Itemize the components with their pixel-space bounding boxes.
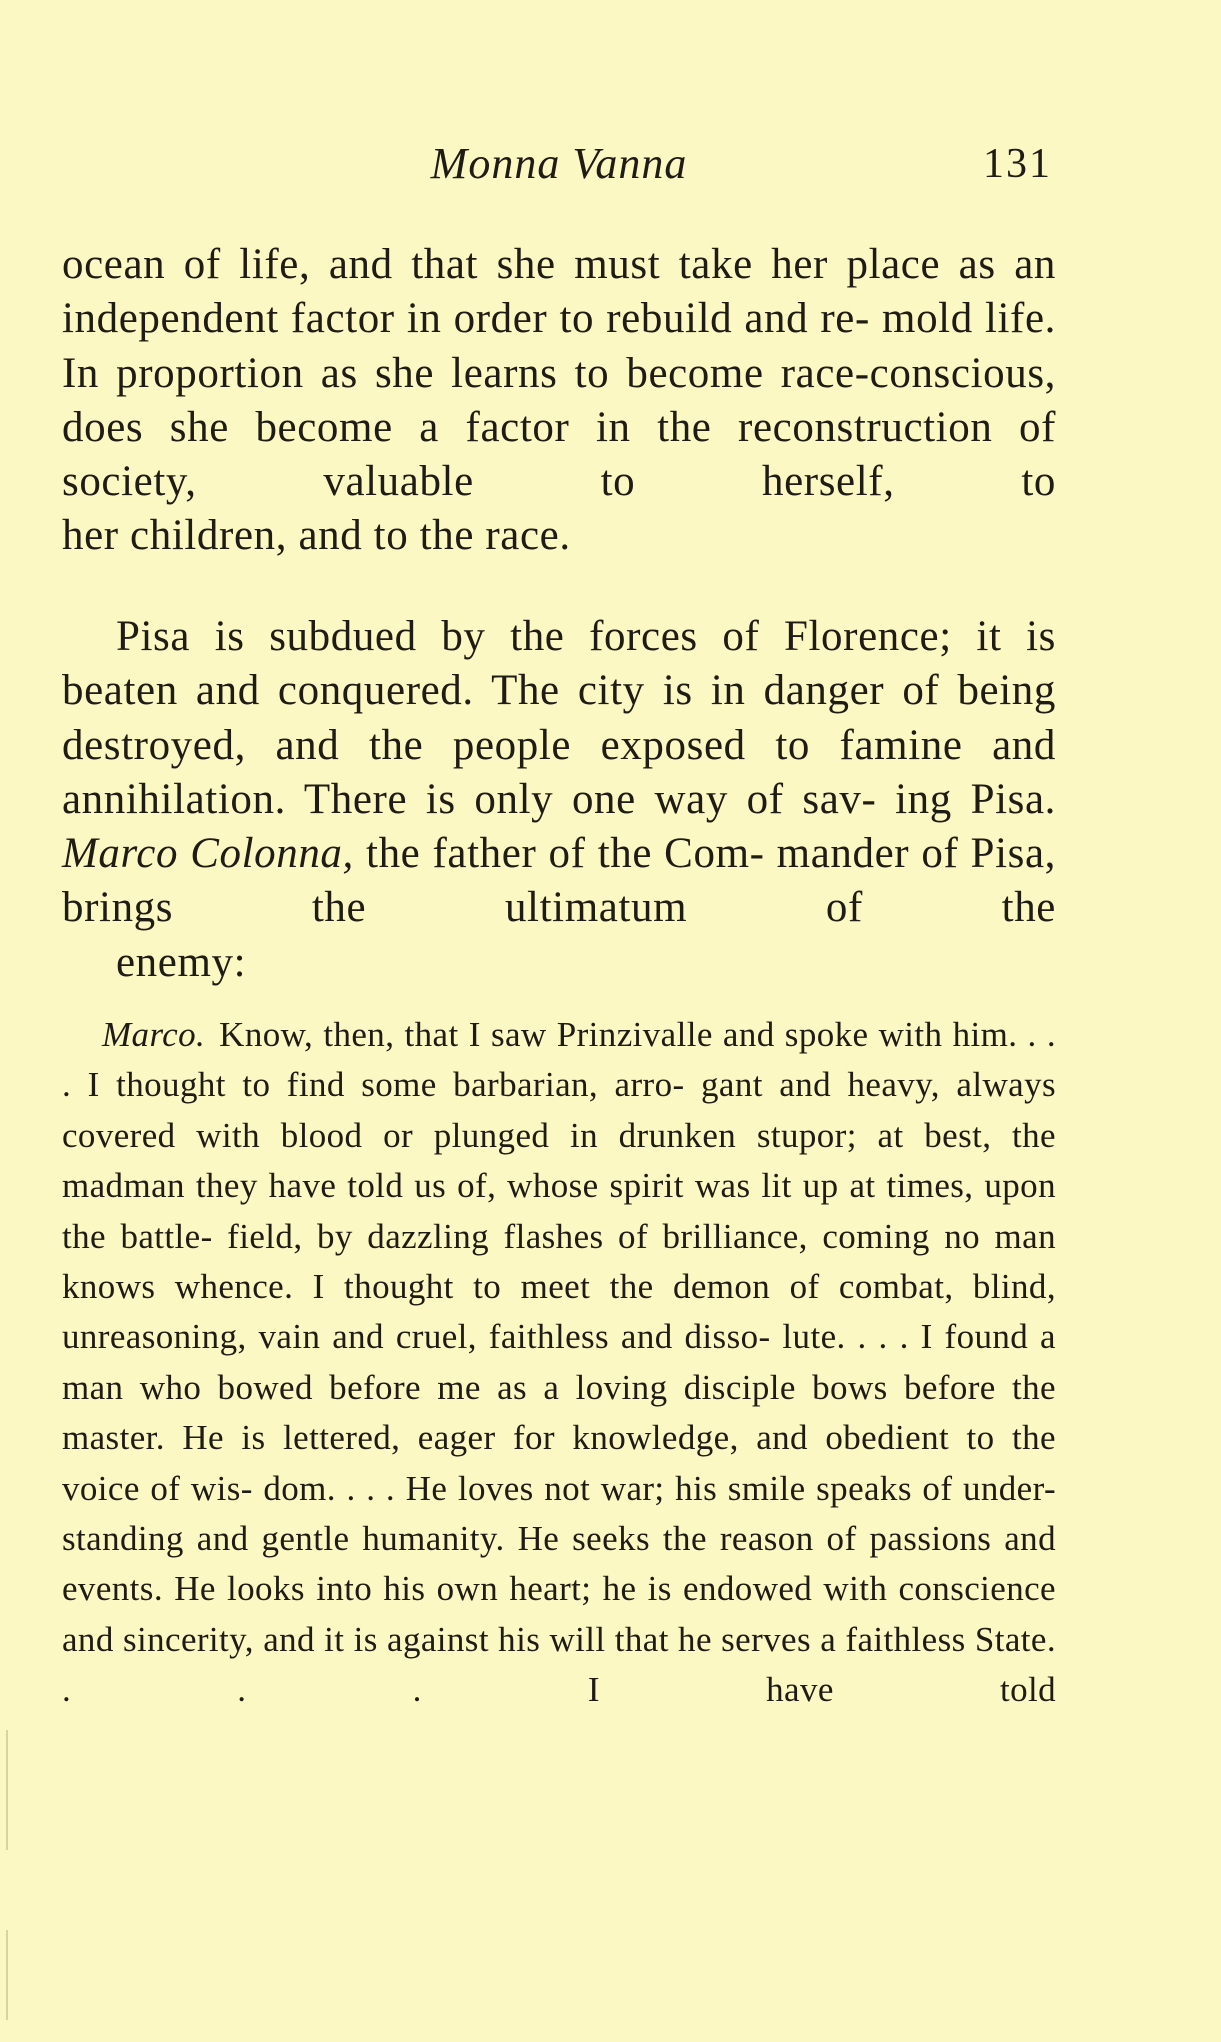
block-quote	[62, 1010, 1056, 1716]
quote-text: Know, then, that I saw Prinzivalle and spoke with him. . . . I thought to find some barbarian, arro- gant and heavy, always covered with blood or plunged in drunken stupor; at best, the madman they have told us of, whose spirit was lit up at times, upon the battle- field, by dazzling flashes of brilliance, coming no man knows whence. I thought to meet the demon of combat, blind, unreasoning, vain and cruel, faithless and disso- lute. . . . I found a man who bowed before me as a loving disciple bows before the master. He is lettered, eager for knowledge, and obedient to the voice of wis- dom. . . . He loves not war; his smile speaks of under- standing and gentle humanity. He seeks the reason of passions and events. He looks into his own heart; he is endowed with conscience and sincerity, and it is against his will that he serves a faithless State. . . . I have told	[62, 1015, 1056, 1710]
body-paragraph	[62, 238, 1056, 564]
italic-name: Marco Colonna,	[62, 830, 354, 878]
paragraph-last-line: enemy:	[116, 938, 247, 986]
paragraph-last-line: her children, and to the race.	[62, 512, 571, 560]
speaker-name: Marco.	[102, 1015, 206, 1054]
paragraph-text: Pisa is subdued by the forces of Florence; it is beaten and conquered. The city is in danger of being destroyed, and the people exposed to famine and annihilation. There is only one way of sav- ing Pisa.	[62, 613, 1056, 823]
page-header	[62, 138, 1056, 198]
page-number: 131	[983, 141, 1052, 187]
scan-edge-mark	[6, 1930, 8, 2020]
paragraph-text: ocean of life, and that she must take her place as an independent factor in order to rebuild and re- mold life. In proportion as she learns to become race-conscious, does she become a factor in the reconstruction of society, valuable to herself, to	[62, 241, 1056, 506]
running-title: Monna Vanna	[430, 139, 688, 188]
book-page	[62, 0, 1056, 2042]
body-paragraph	[62, 610, 1056, 990]
scan-edge-mark	[6, 1730, 8, 1850]
paragraph-text: the father of the Com- mander of Pisa, brings the ultimatum of the	[62, 830, 1056, 932]
